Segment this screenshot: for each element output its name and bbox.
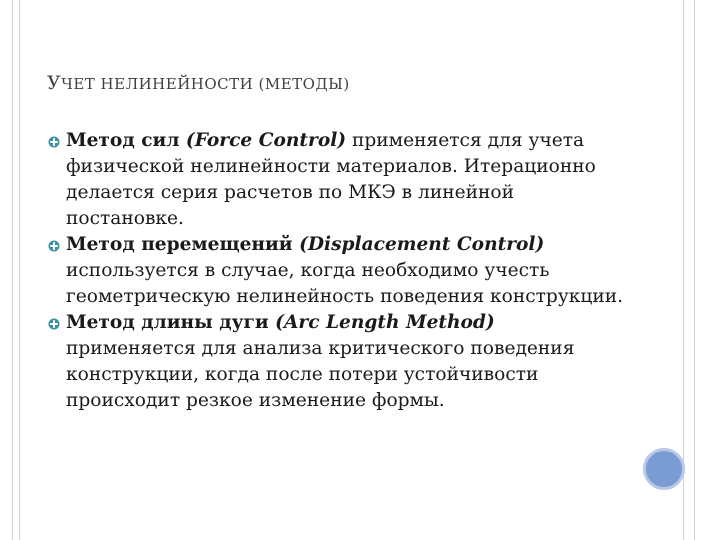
method-term-en: (Force Control): [185, 130, 347, 151]
slide-title-rest: ЧЕТ НЕЛИНЕЙНОСТИ (МЕТОДЫ): [61, 75, 350, 93]
left-frame-bar: [12, 0, 20, 540]
method-description: используется в случае, когда необходимо учесть геометрическую нелинейность поведения конструкции.: [66, 260, 624, 307]
method-description: применяется для учета физической нелинейности материалов. Итерационно делается серия расчетов по МКЭ в линейной постановке.: [66, 130, 596, 229]
slide-title: [47, 72, 350, 94]
method-description: применяется для анализа критического поведения конструкции, когда после потери устойчивости происходит резкое изменение формы.: [66, 338, 575, 411]
method-term: Метод сил: [66, 130, 186, 151]
cross-circle-icon: [48, 240, 60, 252]
right-frame-bar: [683, 0, 695, 540]
slide-title-initial: У: [47, 72, 62, 94]
method-term: Метод перемещений: [66, 234, 300, 255]
method-term: Метод длины дуги: [66, 312, 276, 333]
bullet-list: [48, 128, 628, 414]
list-item: [48, 128, 628, 232]
cross-circle-icon: [48, 136, 60, 148]
method-term-en: (Arc Length Method): [275, 312, 495, 333]
decorative-circle: [643, 448, 685, 490]
cross-circle-icon: [48, 318, 60, 330]
list-item: [48, 310, 628, 414]
method-term-en: (Displacement Control): [299, 234, 545, 255]
list-item: [48, 232, 628, 310]
